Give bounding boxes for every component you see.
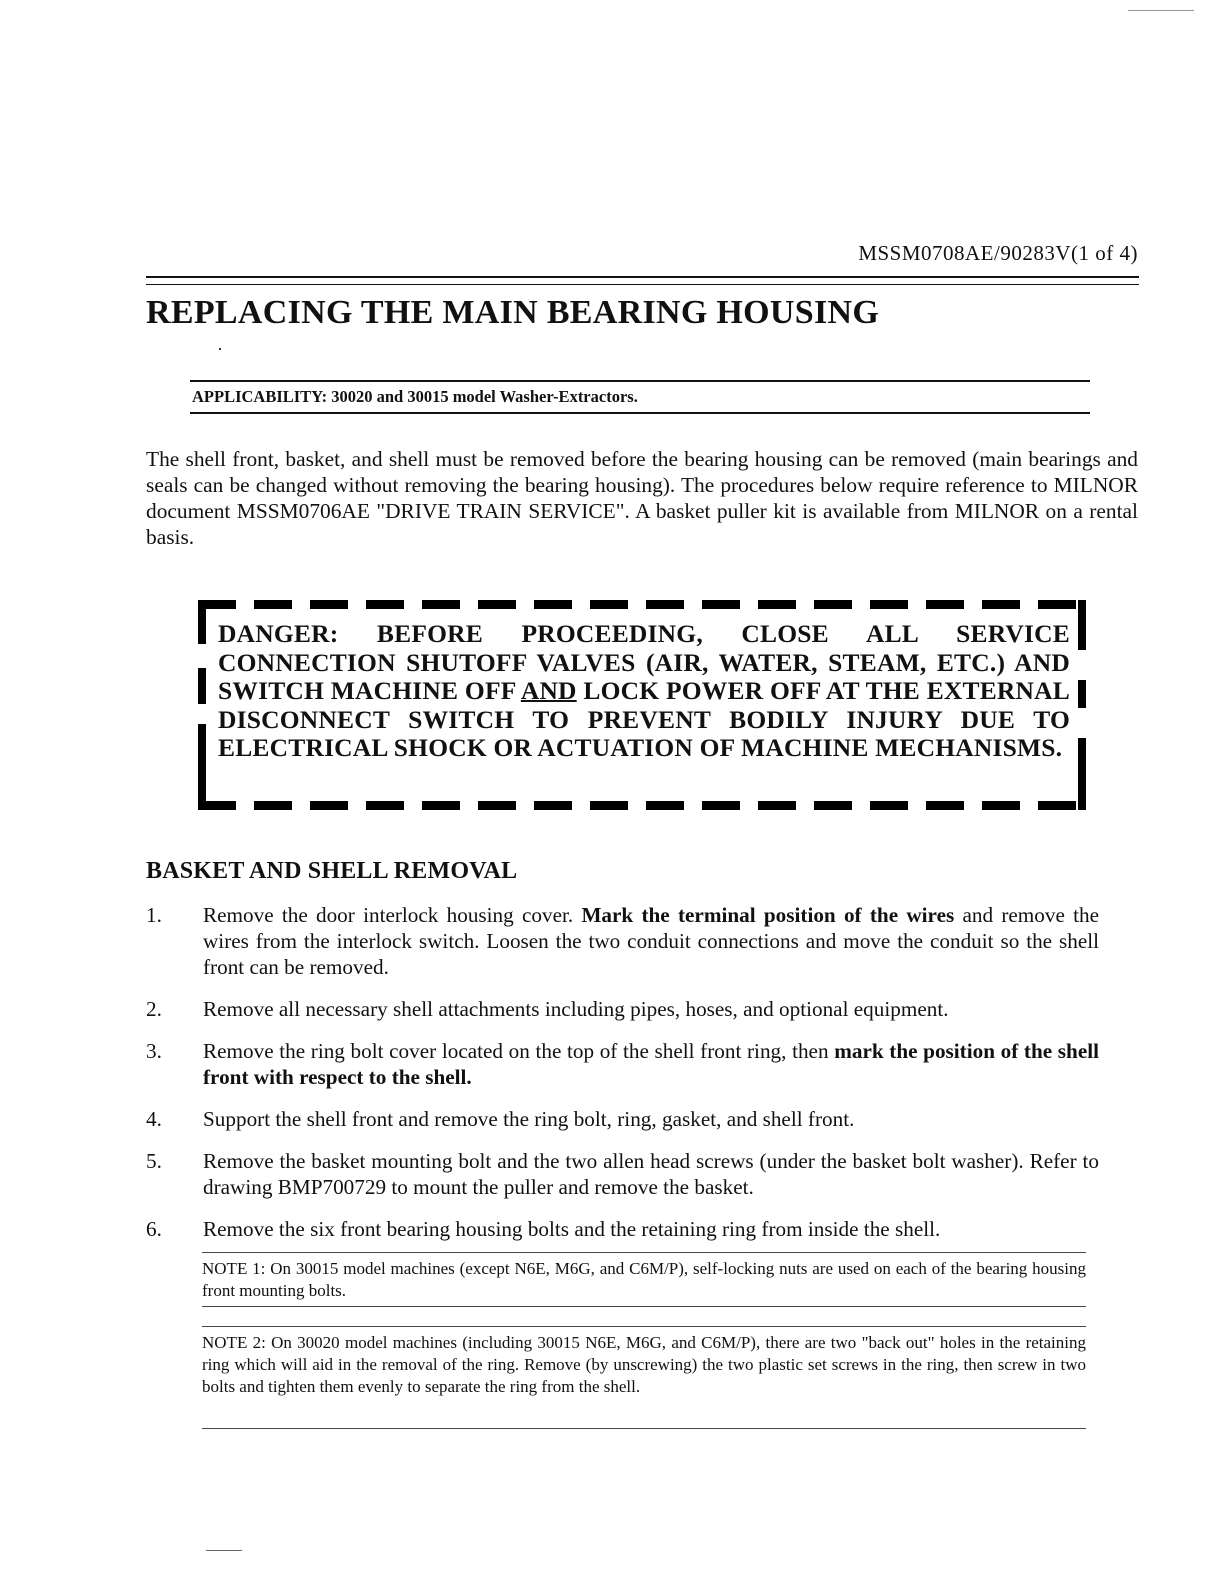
procedure-steps — [146, 902, 1146, 1258]
danger-emphasis: AND — [520, 676, 577, 705]
step-text: Remove the six front bearing housing bolts and the retaining ring from inside the shell. — [203, 1217, 941, 1241]
danger-border-right — [1078, 680, 1086, 708]
step-text: Support the shell front and remove the ring bolt, ring, gasket, and shell front. — [203, 1107, 855, 1131]
top-corner-rule — [1128, 10, 1194, 11]
step-number: 6. — [146, 1217, 162, 1241]
section-heading: BASKET AND SHELL REMOVAL — [146, 858, 518, 884]
danger-text — [218, 620, 1070, 763]
step-number: 1. — [146, 903, 162, 927]
step-item — [146, 1106, 1099, 1132]
header-rule-thin — [146, 284, 1139, 285]
intro-paragraph: The shell front, basket, and shell must be removed before the bearing housing can be removed (main bearings and seals can be changed without removing the bearing housing). The procedures below require reference to MILNOR document MSSM0706AE "DRIVE TRAIN SERVICE". A basket puller kit is available from MILNOR on a rental basis. — [146, 447, 1138, 549]
note-rule — [202, 1306, 1086, 1307]
footer-mark — [206, 1550, 242, 1551]
step-text: and remove the wires from the interlock switch. Loosen the two conduit connections and move the conduit so the shell front can be removed. — [203, 903, 1100, 979]
step-number: 2. — [146, 997, 162, 1021]
step-item — [146, 902, 1099, 980]
danger-dashed-border-bottom — [198, 801, 1086, 810]
danger-warning-box — [198, 600, 1086, 810]
note-rule — [202, 1326, 1086, 1327]
header-rule — [146, 276, 1139, 278]
danger-text-part1: DANGER: BEFORE PROCEEDING, CLOSE ALL SERVICE CONNECTION SHUTOFF VALVES (AIR, WATER, STEAM, ETC.) AND SWITCH MACHINE OFF — [218, 619, 1070, 705]
speck-mark — [219, 348, 221, 350]
step-text: Remove the ring bolt cover located on the top of the shell front ring, then — [203, 1039, 835, 1063]
danger-dashed-border-top — [198, 600, 1086, 609]
step-number: 4. — [146, 1107, 162, 1131]
danger-border-left — [198, 668, 206, 704]
danger-border-right — [1078, 600, 1086, 650]
note-rule — [202, 1252, 1086, 1253]
note-rule — [202, 1428, 1086, 1429]
step-number: 5. — [146, 1149, 162, 1173]
danger-border-left — [198, 724, 206, 810]
applicability-rule-top — [190, 380, 1090, 382]
danger-text-part2: LOCK POWER OFF AT THE EXTERNAL DISCONNECT SWITCH TO PREVENT BODILY INJURY DUE TO ELECTRICAL SHOCK OR ACTUATION OF MACHINE MECHANISMS. — [218, 676, 1070, 762]
step-number: 3. — [146, 1039, 162, 1063]
step-item — [146, 996, 1099, 1022]
danger-border-right — [1078, 738, 1086, 810]
step-text: Remove the basket mounting bolt and the two allen head screws (under the basket bolt washer). Refer to drawing BMP700729 to mount the puller and remove the basket. — [203, 1149, 1099, 1199]
note-2: NOTE 2: On 30020 model machines (including 30015 N6E, M6G, and C6M/P), there are two "back out" holes in the retaining ring which will aid in the removal of the ring. Remove (by unscrewing) the two plastic set screws in the ring, then screw in two bolts and tighten them evenly to separate the ring from the shell. — [202, 1333, 1086, 1396]
step-bold-text: Mark the terminal position of the wires — [581, 903, 955, 927]
step-item — [146, 1148, 1099, 1200]
page-title: REPLACING THE MAIN BEARING HOUSING — [146, 294, 880, 331]
step-text: Remove all necessary shell attachments including pipes, hoses, and optional equipment. — [203, 997, 949, 1021]
applicability-line: APPLICABILITY: 30020 and 30015 model Washer-Extractors. — [192, 387, 638, 406]
step-bold-text: mark the position of the shell front with respect to the shell. — [203, 1039, 1100, 1089]
applicability-rule-bottom — [190, 412, 1090, 414]
step-item — [146, 1038, 1099, 1090]
step-item — [146, 1216, 1099, 1242]
note-1: NOTE 1: On 30015 model machines (except N6E, M6G, and C6M/P), self-locking nuts are used on each of the bearing housing front mounting bolts. — [202, 1259, 1086, 1300]
document-id: MSSM0708AE/90283V(1 of 4) — [858, 241, 1138, 265]
step-text: Remove the door interlock housing cover. — [203, 903, 582, 927]
danger-border-left — [198, 600, 206, 644]
